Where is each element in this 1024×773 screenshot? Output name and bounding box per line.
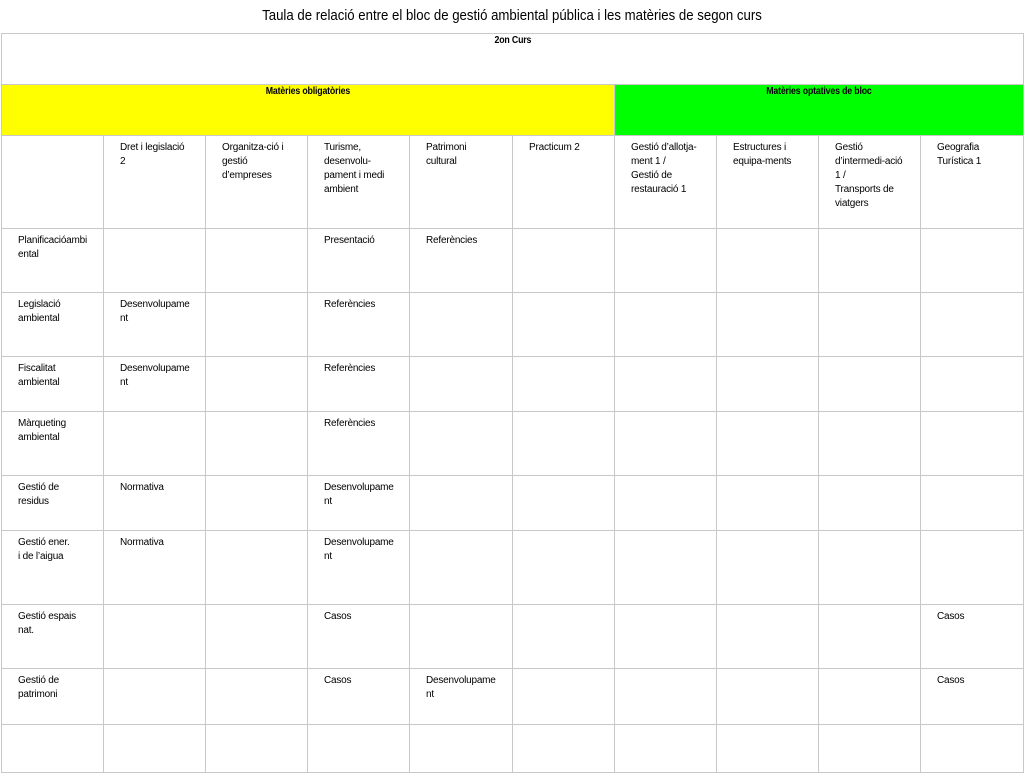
table-row: [2, 531, 1024, 605]
table-cell: Casos: [308, 669, 410, 725]
table-cell: [615, 725, 717, 773]
table-cell: [717, 229, 819, 293]
row-topic: Gestió ener. i de l’aigua: [2, 531, 104, 605]
table-cell: [206, 725, 308, 773]
subject-header: Turisme, desenvolu- pament i medi ambient: [308, 136, 410, 229]
table-cell: [104, 725, 206, 773]
subject-header: Patrimoni cultural: [410, 136, 513, 229]
table-row: [2, 293, 1024, 357]
table-cell: Normativa: [104, 476, 206, 531]
table-row: [2, 725, 1024, 773]
table-cell: [921, 293, 1024, 357]
optional-subjects-header: Matèries optatives de bloc: [615, 85, 1024, 136]
table-row: [2, 357, 1024, 412]
table-cell: [206, 531, 308, 605]
table-cell: [206, 412, 308, 476]
table-row: [2, 476, 1024, 531]
table-row: [2, 669, 1024, 725]
table-cell: Desenvolupame nt: [308, 531, 410, 605]
row-topic: Màrqueting ambiental: [2, 412, 104, 476]
subject-header: Organitza-ció i gestió d’empreses: [206, 136, 308, 229]
table-cell: [717, 531, 819, 605]
table-cell: [615, 531, 717, 605]
subject-header: Geografia Turística 1: [921, 136, 1024, 229]
table-cell: Referències: [308, 293, 410, 357]
table-cell: [410, 293, 513, 357]
table-cell: Desenvolupame nt: [308, 476, 410, 531]
table-cell: [104, 669, 206, 725]
table-row: [2, 605, 1024, 669]
table-cell: Desenvolupame nt: [104, 357, 206, 412]
table-cell: [717, 669, 819, 725]
subject-header: Dret i legislació 2: [104, 136, 206, 229]
subject-header: Practicum 2: [513, 136, 615, 229]
table-row: [2, 412, 1024, 476]
row-topic: Planificacióambi ental: [2, 229, 104, 293]
table-cell: [921, 476, 1024, 531]
table-cell: [717, 357, 819, 412]
group-row: [2, 85, 1024, 136]
table-cell: [410, 531, 513, 605]
row-topic: Gestió de patrimoni: [2, 669, 104, 725]
row-topic: Gestió de residus: [2, 476, 104, 531]
table-cell: [513, 725, 615, 773]
table-cell: [104, 229, 206, 293]
course-header: 2on Curs: [2, 34, 1024, 85]
table-cell: [513, 357, 615, 412]
subject-header: Estructures i equipa-ments: [717, 136, 819, 229]
table-cell: Referències: [410, 229, 513, 293]
table-cell: [410, 605, 513, 669]
row-topic: Gestió espais nat.: [2, 605, 104, 669]
table-cell: [921, 725, 1024, 773]
table-cell: [206, 605, 308, 669]
table-cell: [717, 293, 819, 357]
subject-header: Gestió d’intermedi-ació 1 / Transports de viatgers: [819, 136, 921, 229]
table-cell: [513, 229, 615, 293]
table-cell: Desenvolupame nt: [410, 669, 513, 725]
table-cell: [513, 531, 615, 605]
table-cell: [615, 229, 717, 293]
table-cell: [410, 357, 513, 412]
table-cell: [206, 229, 308, 293]
table-cell: [819, 669, 921, 725]
table-cell: [615, 669, 717, 725]
table-cell: Casos: [921, 669, 1024, 725]
relation-table: [1, 33, 1024, 773]
table-cell: [513, 669, 615, 725]
table-cell: [921, 412, 1024, 476]
table-cell: [615, 412, 717, 476]
table-cell: [921, 357, 1024, 412]
table-cell: [921, 229, 1024, 293]
table-cell: [513, 412, 615, 476]
table-cell: [206, 357, 308, 412]
table-cell: [819, 476, 921, 531]
table-cell: [104, 605, 206, 669]
table-cell: Casos: [308, 605, 410, 669]
table-cell: Desenvolupame nt: [104, 293, 206, 357]
table-cell: Presentació: [308, 229, 410, 293]
table-cell: Referències: [308, 357, 410, 412]
row-topic: [2, 725, 104, 773]
table-cell: [819, 412, 921, 476]
table-cell: [615, 605, 717, 669]
table-cell: [410, 412, 513, 476]
table-cell: [410, 725, 513, 773]
row-topic: Legislació ambiental: [2, 293, 104, 357]
table-cell: [819, 725, 921, 773]
table-cell: [717, 412, 819, 476]
table-cell: Normativa: [104, 531, 206, 605]
mandatory-subjects-header: Matèries obligatòries: [2, 85, 615, 136]
table-cell: [513, 476, 615, 531]
table-cell: [819, 357, 921, 412]
table-cell: [206, 293, 308, 357]
subject-header-row: [2, 136, 1024, 229]
table-cell: [921, 531, 1024, 605]
table-cell: [717, 725, 819, 773]
table-cell: [513, 293, 615, 357]
table-cell: [206, 669, 308, 725]
table-cell: [410, 476, 513, 531]
table-cell: [615, 476, 717, 531]
table-cell: Referències: [308, 412, 410, 476]
table-cell: [615, 293, 717, 357]
course-row: [2, 34, 1024, 85]
table-cell: [717, 605, 819, 669]
table-cell: Casos: [921, 605, 1024, 669]
table-row: [2, 229, 1024, 293]
table-cell: [206, 476, 308, 531]
table-cell: [615, 357, 717, 412]
subject-header: Gestió d’allotja- ment 1 / Gestió de restauració 1: [615, 136, 717, 229]
table-cell: [308, 725, 410, 773]
document-title: Taula de relació entre el bloc de gestió ambiental pública i les matèries de segon curs: [262, 7, 762, 24]
table-cell: [819, 229, 921, 293]
table-cell: [819, 605, 921, 669]
corner-cell: [2, 136, 104, 229]
table-cell: [104, 412, 206, 476]
row-topic: Fiscalitat ambiental: [2, 357, 104, 412]
table-cell: [819, 531, 921, 605]
table-cell: [513, 605, 615, 669]
table-cell: [819, 293, 921, 357]
table-cell: [717, 476, 819, 531]
